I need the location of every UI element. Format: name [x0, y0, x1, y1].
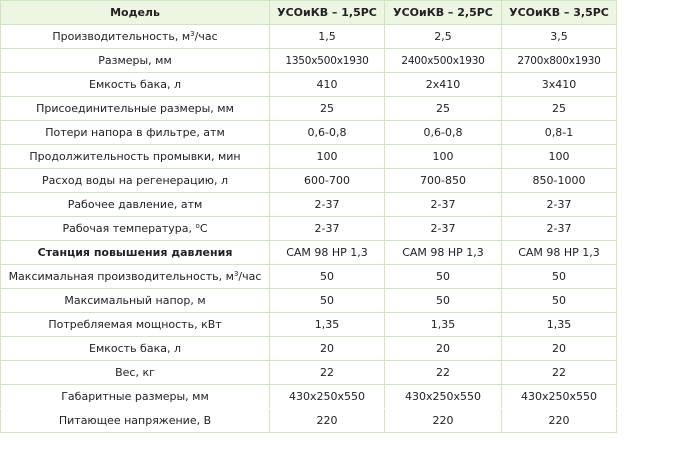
- table-cell-model-3: 2-37: [502, 193, 617, 217]
- row-label-text: Максимальный напор, м: [64, 294, 206, 307]
- table-row: [1, 409, 617, 433]
- row-label: [1, 337, 270, 361]
- row-label-suffix: /час: [194, 30, 218, 43]
- table-cell-model-2: 0,6-0,8: [385, 121, 502, 145]
- row-label-text: Размеры, мм: [98, 54, 172, 67]
- table-cell-model-1: 410: [270, 73, 385, 97]
- table-row: [1, 97, 617, 121]
- table-row: [1, 217, 617, 241]
- table-cell-model-2: CAM 98 HP 1,3: [385, 241, 502, 265]
- row-label-text: Продолжительность промывки, мин: [29, 150, 241, 163]
- row-label: [1, 289, 270, 313]
- table-row: [1, 265, 617, 289]
- row-label: [1, 169, 270, 193]
- table-cell-model-3: 22: [502, 361, 617, 385]
- row-label-text: Рабочая температура,: [62, 222, 196, 235]
- table-header-row: [1, 1, 617, 25]
- table-cell-model-1: 1,35: [270, 313, 385, 337]
- table-cell-model-3: 25: [502, 97, 617, 121]
- table-cell-model-1: 2-37: [270, 217, 385, 241]
- table-cell-model-1: 600-700: [270, 169, 385, 193]
- row-label: [1, 313, 270, 337]
- table-cell-model-3: 100: [502, 145, 617, 169]
- table-cell-model-3: 50: [502, 289, 617, 313]
- table-cell-model-1: 1350х500х1930: [270, 49, 385, 73]
- table-cell-model-2: 700-850: [385, 169, 502, 193]
- row-label: [1, 25, 270, 49]
- row-label: [1, 193, 270, 217]
- table-cell-model-1: 20: [270, 337, 385, 361]
- row-label-text: Потребляемая мощность, кВт: [48, 318, 222, 331]
- table-cell-model-1: 430х250х550: [270, 385, 385, 409]
- row-label: [1, 385, 270, 409]
- table-cell-model-1: 220: [270, 409, 385, 433]
- row-label: [1, 361, 270, 385]
- table-row: [1, 313, 617, 337]
- table-cell-model-3: 3х410: [502, 73, 617, 97]
- table-cell-model-3: 20: [502, 337, 617, 361]
- column-header-model: Модель: [1, 1, 270, 25]
- table-row: [1, 145, 617, 169]
- table-cell-model-2: 50: [385, 289, 502, 313]
- section-row-pressure-station: [1, 241, 617, 265]
- row-label-text: Емкость бака, л: [89, 78, 181, 91]
- table-row: [1, 121, 617, 145]
- table-cell-model-1: CAM 98 HP 1,3: [270, 241, 385, 265]
- row-label-suffix: С: [199, 222, 208, 235]
- row-label-suffix: /час: [238, 270, 262, 283]
- row-label-text: Рабочее давление, атм: [67, 198, 203, 211]
- row-label: [1, 97, 270, 121]
- table-cell-model-2: 220: [385, 409, 502, 433]
- table-cell-model-2: 50: [385, 265, 502, 289]
- table-row: [1, 289, 617, 313]
- table-cell-model-2: 2400х500х1930: [385, 49, 502, 73]
- table-cell-model-3: 3,5: [502, 25, 617, 49]
- table-cell-model-1: 0,6-0,8: [270, 121, 385, 145]
- table-cell-model-2: 25: [385, 97, 502, 121]
- row-label: [1, 73, 270, 97]
- table-row: [1, 49, 617, 73]
- column-header-model-3: УСОиКВ – 3,5РС: [502, 1, 617, 25]
- table-cell-model-1: 22: [270, 361, 385, 385]
- column-header-model-2: УСОиКВ – 2,5РС: [385, 1, 502, 25]
- column-header-model-1: УСОиКВ – 1,5РС: [270, 1, 385, 25]
- table-cell-model-2: 2,5: [385, 25, 502, 49]
- table-row: [1, 337, 617, 361]
- row-label: [1, 217, 270, 241]
- row-label-text: Производительность, м: [52, 30, 191, 43]
- table-row: [1, 169, 617, 193]
- table-cell-model-2: 100: [385, 145, 502, 169]
- table-cell-model-3: 2-37: [502, 217, 617, 241]
- row-label-text: Расход воды на регенерацию, л: [41, 174, 229, 187]
- table-cell-model-3: CAM 98 HP 1,3: [502, 241, 617, 265]
- row-label-text: Присоединительные размеры, мм: [36, 102, 234, 115]
- table-cell-model-3: 1,35: [502, 313, 617, 337]
- table-cell-model-1: 100: [270, 145, 385, 169]
- section-title: [1, 241, 270, 265]
- table-cell-model-3: 2700х800х1930: [502, 49, 617, 73]
- table-cell-model-2: 2-37: [385, 193, 502, 217]
- table-cell-model-1: 50: [270, 289, 385, 313]
- table-cell-model-2: 20: [385, 337, 502, 361]
- table-cell-model-3: 0,8-1: [502, 121, 617, 145]
- table-row: [1, 193, 617, 217]
- table-cell-model-2: 2х410: [385, 73, 502, 97]
- row-label-superscript: 3: [233, 270, 239, 278]
- row-label: [1, 265, 270, 289]
- table-cell-model-3: 850-1000: [502, 169, 617, 193]
- table-cell-model-3: 220: [502, 409, 617, 433]
- row-label-superscript: 3: [190, 30, 195, 38]
- table-row: [1, 73, 617, 97]
- table-cell-model-2: 2-37: [385, 217, 502, 241]
- row-label-text: Станция повышения давления: [37, 246, 233, 259]
- table-cell-model-1: 50: [270, 265, 385, 289]
- row-label: [1, 49, 270, 73]
- table-cell-model-3: 50: [502, 265, 617, 289]
- table-cell-model-2: 430х250х550: [385, 385, 502, 409]
- table-row: [1, 25, 617, 49]
- row-label-superscript: о: [195, 222, 200, 230]
- row-label-text: Потери напора в фильтре, атм: [45, 126, 225, 139]
- table-cell-model-1: 2-37: [270, 193, 385, 217]
- row-label: [1, 121, 270, 145]
- row-label-text: Габаритные размеры, мм: [61, 390, 209, 403]
- table-cell-model-2: 1,35: [385, 313, 502, 337]
- table-row: [1, 385, 617, 409]
- row-label-text: Вес, кг: [115, 366, 155, 379]
- row-label-text: Емкость бака, л: [89, 342, 181, 355]
- table-cell-model-1: 25: [270, 97, 385, 121]
- table-cell-model-1: 1,5: [270, 25, 385, 49]
- table-cell-model-3: 430х250х550: [502, 385, 617, 409]
- table-row: [1, 361, 617, 385]
- table-body: [1, 1, 617, 433]
- row-label: [1, 409, 270, 433]
- row-label-text: Максимальная производительность, м: [8, 270, 234, 283]
- row-label-text: Питающее напряжение, В: [58, 414, 212, 427]
- table-cell-model-2: 22: [385, 361, 502, 385]
- row-label: [1, 145, 270, 169]
